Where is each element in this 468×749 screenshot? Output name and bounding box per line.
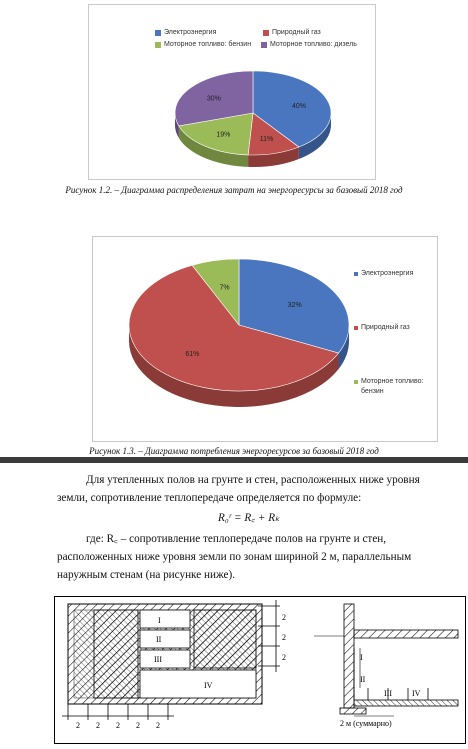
pie-data-label-3: 30%	[206, 95, 221, 103]
section-note: 2 м (суммарно)	[340, 719, 392, 728]
pie-data-label-2: 19%	[216, 131, 231, 139]
pie-chart-1	[89, 5, 375, 179]
legend-swatch	[354, 326, 358, 330]
dim-label-3: 2	[116, 721, 120, 730]
dim-label-5: 2	[156, 721, 160, 730]
page-divider	[0, 457, 468, 463]
figure-1-2-caption: Рисунок 1.2. – Диаграмма распределения затрат на энергоресурсы за базовый 2018 год	[65, 185, 403, 195]
legend2-item-gas: Природный газ	[354, 324, 410, 331]
paragraph-line-1: Для утепленных полов на грунте и стен, расположенных ниже уровня	[86, 474, 420, 486]
legend2-item-petrol-line2: бензин	[361, 388, 384, 395]
legend2-item-petrol: Моторное топливо:	[354, 378, 423, 385]
legend-item-petrol: Моторное топливо: бензин	[155, 41, 251, 48]
dim-label-1: 2	[76, 721, 80, 730]
legend2-item-electricity: Электроэнергия	[354, 270, 413, 277]
section-zone-4: IV	[412, 689, 421, 698]
legend-item-diesel: Моторное топливо: дизель	[261, 41, 357, 48]
pie-data-label-1: 61%	[185, 351, 200, 359]
paragraph-line-5: наружным стенам (на рисунке ниже).	[57, 569, 236, 581]
pie-chart-2	[93, 237, 437, 441]
zone-label-2: II	[156, 635, 162, 644]
zones-drawing	[54, 596, 466, 744]
dim-label-6: 2	[282, 613, 286, 622]
figure-1-3-caption: Рисунок 1.3. – Диаграмма потребления энергоресурсов за базовый 2018 год	[89, 446, 379, 456]
section-zone-1: I	[360, 653, 363, 662]
dim-label-7: 2	[282, 633, 286, 642]
legend-swatch	[354, 380, 358, 384]
pie-data-label-2: 7%	[219, 284, 230, 292]
legend-item-electricity: Электроэнергия	[155, 29, 216, 36]
zone-label-4: IV	[204, 681, 213, 690]
paragraph-line-2: земли, сопротивление теплопередаче определяется по формуле:	[57, 492, 362, 504]
zone-label-3: III	[154, 655, 162, 664]
legend-swatch	[354, 272, 358, 276]
chart-2-frame	[92, 236, 438, 442]
pie-data-label-0: 40%	[291, 102, 307, 110]
formula: R₀ʳ = R꜀ + Rₖ	[218, 512, 280, 524]
pie-data-label-1: 11%	[259, 136, 274, 144]
chart-1-frame	[88, 4, 376, 180]
section-view	[314, 604, 458, 716]
dim-label-2: 2	[96, 721, 100, 730]
paragraph-line-4: расположенных ниже уровня земли по зонам шириной 2 м, параллельным	[57, 551, 412, 563]
dim-label-4: 2	[136, 721, 140, 730]
section-zone-3: III	[384, 689, 392, 698]
dim-label-8: 2	[282, 653, 286, 662]
legend-item-gas: Природный газ	[263, 29, 321, 36]
section-zone-2: II	[360, 675, 366, 684]
plan-view	[62, 600, 280, 720]
zone-label-1: I	[158, 616, 161, 625]
paragraph-line-3: где: R꜀ – сопротивление теплопередаче полов на грунте и стен,	[86, 533, 387, 545]
pie-data-label-0: 32%	[287, 301, 302, 309]
